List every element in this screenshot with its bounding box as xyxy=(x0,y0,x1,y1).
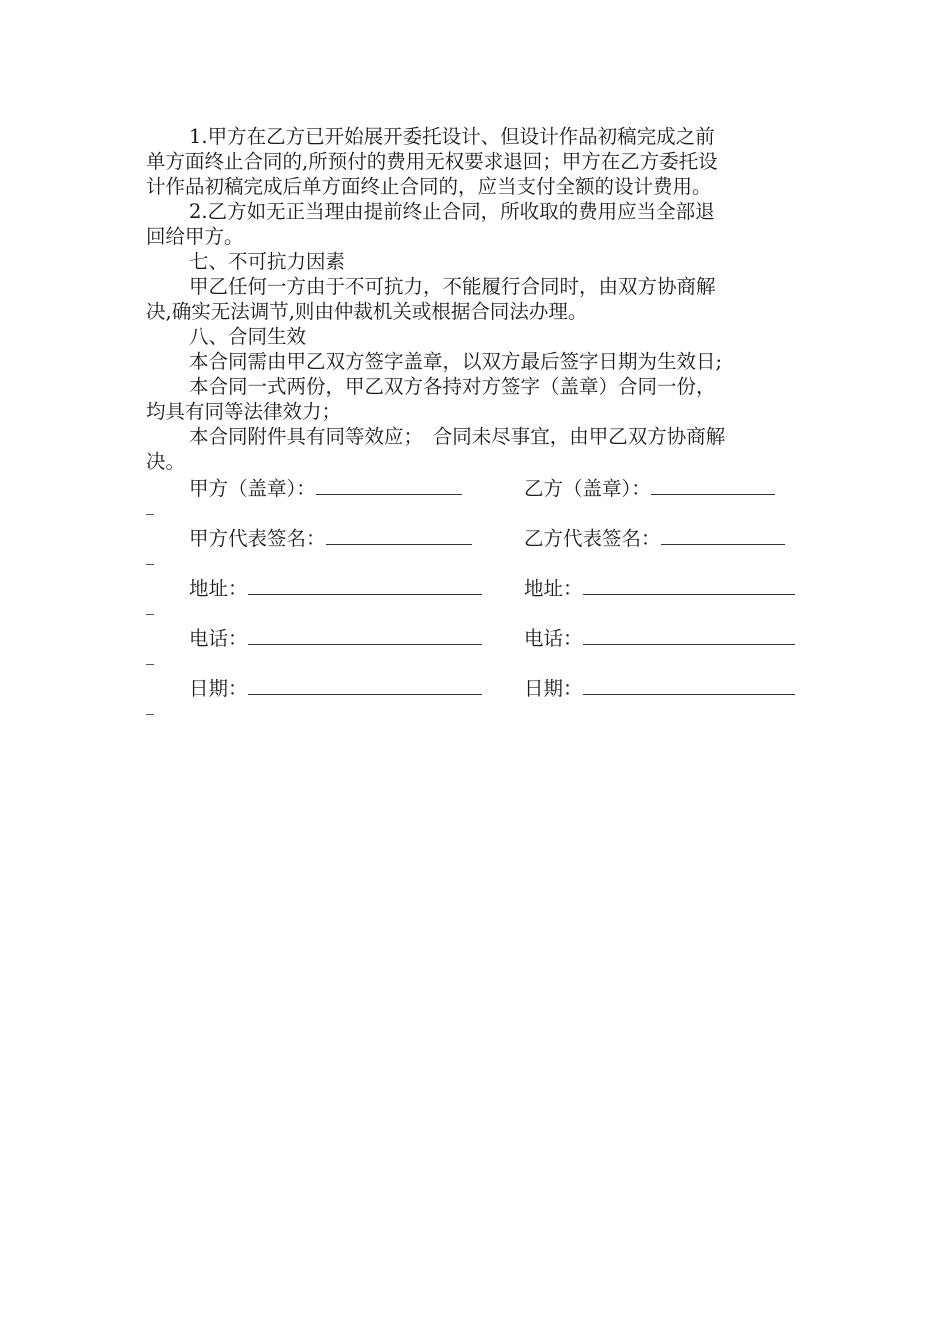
clause-line: 计作品初稿完成后单方面终止合同的，应当支付全额的设计费用。 xyxy=(146,175,712,198)
party-b-rep-label: 乙方代表签名： xyxy=(524,527,661,550)
blank-line xyxy=(248,574,482,595)
blank-line xyxy=(583,624,795,645)
phone-b-field[interactable] xyxy=(524,624,795,649)
wrap-dash xyxy=(146,604,154,615)
clause-line: 均具有同等法律效力； xyxy=(146,400,342,423)
date-b-field[interactable] xyxy=(524,674,795,699)
party-a-rep-field[interactable] xyxy=(189,524,472,549)
blank-line xyxy=(316,474,462,495)
party-a-seal-label: 甲方（盖章）： xyxy=(189,477,316,500)
clause-line: 本合同附件具有同等效应； 合同未尽事宜，由甲乙双方协商解 xyxy=(189,425,726,448)
clause-line: 单方面终止合同的,所预付的费用无权要求退回；甲方在乙方委托设 xyxy=(146,150,718,173)
clause-line: 本合同一式两份，甲乙双方各持对方签字（盖章）合同一份， xyxy=(189,375,716,398)
phone-a-field[interactable] xyxy=(189,624,482,649)
phone-a-label: 电话： xyxy=(189,627,248,650)
date-a-field[interactable] xyxy=(189,674,482,699)
address-b-label: 地址： xyxy=(524,577,583,600)
party-b-seal-label: 乙方（盖章）： xyxy=(524,477,651,500)
blank-line xyxy=(661,524,785,545)
party-a-seal-field[interactable] xyxy=(189,474,462,499)
wrap-dash xyxy=(146,504,154,515)
clause-line: 甲乙任何一方由于不可抗力，不能履行合同时，由双方协商解 xyxy=(189,275,716,298)
section-heading: 八、合同生效 xyxy=(189,325,307,348)
signature-row-date xyxy=(146,674,806,734)
party-b-rep-field[interactable] xyxy=(524,524,785,549)
clause-line: 本合同需由甲乙双方签字盖章，以双方最后签字日期为生效日; xyxy=(189,350,723,373)
clause-line: 1.甲方在乙方已开始展开委托设计、但设计作品初稿完成之前 xyxy=(189,125,715,148)
wrap-dash xyxy=(146,554,154,565)
party-a-rep-label: 甲方代表签名： xyxy=(189,527,326,550)
address-a-label: 地址： xyxy=(189,577,248,600)
section-heading: 七、不可抗力因素 xyxy=(189,250,346,273)
clause-line: 回给甲方。 xyxy=(146,225,244,248)
clause-line: 决,确实无法调节,则由仲裁机关或根据合同法办理。 xyxy=(146,300,588,323)
clause-line: 2.乙方如无正当理由提前终止合同，所收取的费用应当全部退 xyxy=(189,200,715,223)
wrap-dash xyxy=(146,654,154,665)
blank-line xyxy=(583,674,795,695)
blank-line xyxy=(248,674,482,695)
date-a-label: 日期： xyxy=(189,677,248,700)
address-b-field[interactable] xyxy=(524,574,795,599)
blank-line xyxy=(326,524,472,545)
blank-line xyxy=(248,624,482,645)
phone-b-label: 电话： xyxy=(524,627,583,650)
clause-line: 决。 xyxy=(146,450,186,473)
wrap-dash xyxy=(146,704,154,715)
address-a-field[interactable] xyxy=(189,574,482,599)
contract-body xyxy=(146,124,806,474)
party-b-seal-field[interactable] xyxy=(524,474,775,499)
blank-line xyxy=(651,474,775,495)
date-b-label: 日期： xyxy=(524,677,583,700)
blank-line xyxy=(583,574,795,595)
